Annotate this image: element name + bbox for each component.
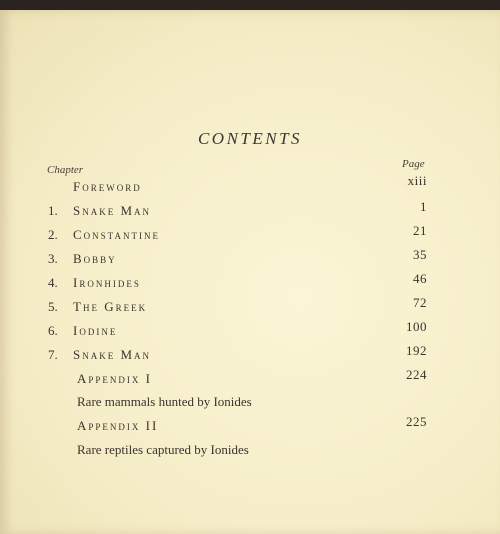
- entry-page: 192: [406, 343, 427, 358]
- appendix-page: 224: [406, 367, 427, 382]
- entry-number: 3.: [48, 251, 58, 266]
- entry-title: Ironhides: [73, 275, 141, 290]
- entry-title: Snake Man: [73, 203, 152, 218]
- appendix-1-subtitle: Rare mammals hunted by Ionides: [77, 394, 252, 409]
- entry-title: Constantine: [73, 227, 160, 242]
- entry-number: 6.: [48, 323, 58, 338]
- appendix-page: 225: [406, 414, 427, 429]
- entry-number: 4.: [48, 275, 58, 290]
- toc-entry-1: [0, 199, 500, 223]
- appendix-title: Appendix I: [77, 371, 152, 386]
- entry-title: Snake Man: [73, 347, 152, 362]
- entry-number: 7.: [48, 347, 58, 362]
- toc-entry-6: [0, 319, 500, 343]
- contents-title: CONTENTS: [197, 129, 303, 148]
- entry-number: 1.: [48, 203, 58, 218]
- toc-entry-7: [0, 343, 500, 367]
- entry-page: 46: [413, 271, 427, 286]
- entry-title: Foreword: [73, 179, 142, 194]
- entry-page: 72: [413, 295, 427, 310]
- toc-entry-3: [0, 247, 500, 271]
- entry-page: 21: [413, 223, 427, 238]
- chapter-column-header: Chapter: [47, 164, 84, 176]
- toc-entry-5: [0, 295, 500, 319]
- entry-page: 35: [413, 247, 427, 262]
- page-column-header: Page: [402, 158, 425, 170]
- appendix-2-subtitle: Rare reptiles captured by Ionides: [77, 442, 249, 457]
- entry-number: 5.: [48, 299, 58, 314]
- book-page: [0, 10, 500, 534]
- entry-title: Bobby: [73, 251, 117, 266]
- toc-entry-4: [0, 271, 500, 295]
- toc-entry-2: [0, 223, 500, 247]
- entry-page: xiii: [407, 173, 427, 188]
- entry-page: 1: [420, 199, 427, 214]
- toc-appendix-1: [0, 367, 500, 391]
- appendix-title: Appendix II: [77, 418, 159, 433]
- entry-title: The Greek: [73, 299, 148, 314]
- entry-number: 2.: [48, 227, 58, 242]
- entry-title: Iodine: [73, 323, 118, 338]
- toc-entry-foreword: [0, 173, 500, 199]
- toc-appendix-2: [0, 414, 500, 438]
- entry-page: 100: [406, 319, 427, 334]
